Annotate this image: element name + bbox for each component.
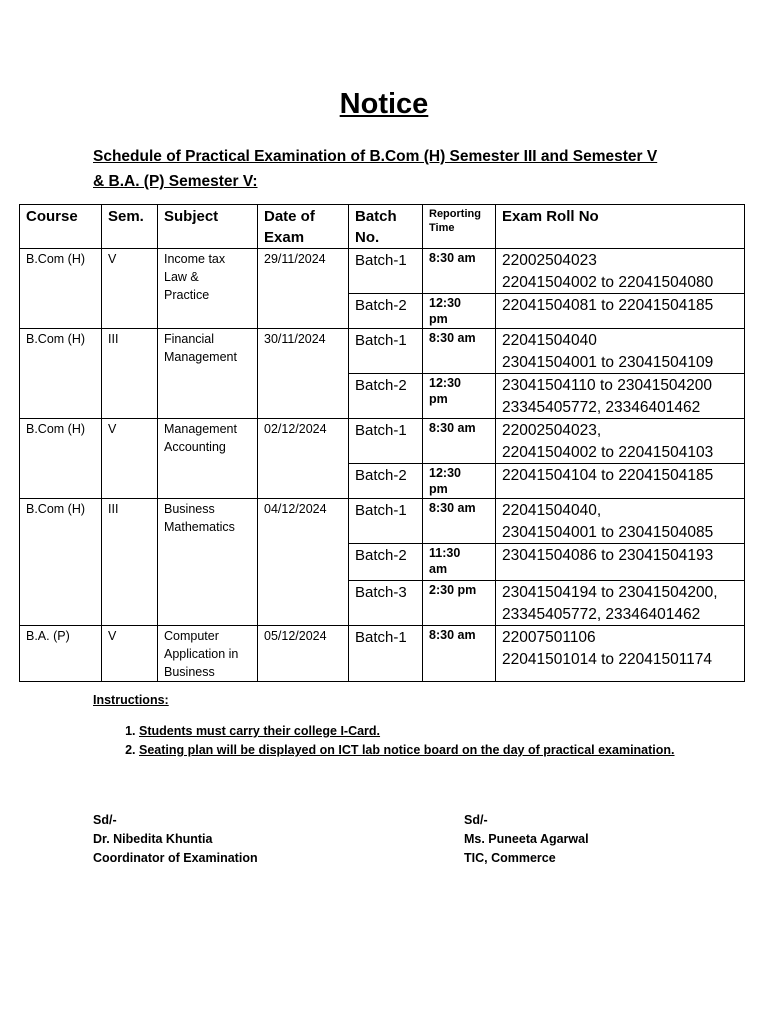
reporting-time-cell-line: 12:30	[429, 296, 461, 310]
schedule-subtitle	[93, 144, 683, 194]
table-row	[20, 329, 745, 374]
subject-cell	[158, 419, 258, 499]
exam-schedule-table	[19, 204, 745, 682]
reporting-time-cell-line: pm	[429, 312, 448, 326]
roll-no-cell	[496, 464, 745, 499]
course-cell: B.Com (H)	[20, 249, 102, 329]
roll-no-cell-line: 23041504194 to 23041504200,	[502, 584, 718, 601]
reporting-time-cell	[423, 329, 496, 374]
header-batch: Batch No.	[349, 205, 423, 249]
instructions-list	[93, 722, 768, 760]
roll-no-cell-line: 22041504002 to 22041504080	[502, 273, 714, 291]
roll-no-cell-line: 23041504001 to 23041504109	[502, 353, 714, 371]
roll-no-cell-line: 22041501014 to 22041501174	[502, 650, 713, 668]
subtitle-line: Schedule of Practical Examination of B.Com (H) Semester III and Semester V	[93, 148, 658, 165]
subject-cell-line: Mathematics	[164, 520, 235, 534]
header-date: Date of Exam	[258, 205, 349, 249]
roll-no-cell	[496, 544, 745, 581]
reporting-time-cell	[423, 499, 496, 544]
header-reporting-time: Reporting Time	[423, 205, 496, 249]
subject-cell	[158, 249, 258, 329]
batch-cell: Batch-2	[349, 464, 423, 499]
subject-cell-line: Application in	[164, 647, 239, 661]
signatory-name: Ms. Puneeta Agarwal	[464, 832, 589, 846]
batch-cell: Batch-2	[349, 544, 423, 581]
roll-no-cell-line: 22002504023,	[502, 422, 602, 439]
reporting-time-cell-line: pm	[429, 482, 448, 496]
date-cell: 30/11/2024	[258, 329, 349, 419]
roll-no-cell	[496, 626, 745, 682]
sem-cell: V	[102, 249, 158, 329]
batch-cell: Batch-1	[349, 419, 423, 464]
roll-no-cell-line: 22002504023	[502, 252, 597, 269]
reporting-time-cell-line: 8:30 am	[429, 628, 476, 642]
roll-no-cell-line: 22041504040	[502, 332, 597, 349]
subject-cell-line: Practice	[164, 288, 210, 302]
table-row	[20, 249, 745, 294]
roll-no-cell-line: 23041504001 to 23041504085	[502, 523, 714, 541]
reporting-time-cell	[423, 544, 496, 581]
subject-cell	[158, 626, 258, 682]
signature-sd: Sd/-	[93, 813, 117, 827]
batch-cell: Batch-2	[349, 374, 423, 419]
table-row	[20, 419, 745, 464]
notice-title: Notice	[339, 88, 429, 120]
signatory-name: Dr. Nibedita Khuntia	[93, 832, 213, 846]
header-exam-roll-no: Exam Roll No	[496, 205, 745, 249]
subtitle-line: & B.A. (P) Semester V:	[93, 173, 258, 190]
roll-no-cell	[496, 581, 745, 626]
table-row	[20, 499, 745, 544]
table-body	[20, 249, 745, 682]
signatory-role: Coordinator of Examination	[93, 851, 258, 865]
roll-no-cell	[496, 249, 745, 294]
subject-cell-line: Law &	[164, 270, 199, 284]
signature-coordinator	[93, 811, 258, 868]
reporting-time-cell	[423, 249, 496, 294]
sem-cell: V	[102, 626, 158, 682]
signature-tic	[464, 811, 589, 868]
subject-cell	[158, 499, 258, 626]
sem-cell: III	[102, 329, 158, 419]
reporting-time-cell-line: 2:30 pm	[429, 583, 477, 597]
roll-no-cell-line: 23345405772, 23346401462	[502, 605, 701, 623]
reporting-time-cell-line: am	[429, 562, 448, 576]
roll-no-cell-line: 23041504110 to 23041504200	[502, 377, 713, 394]
subject-cell	[158, 329, 258, 419]
batch-cell: Batch-2	[349, 294, 423, 329]
instructions-heading: Instructions:	[93, 693, 169, 707]
signatory-role: TIC, Commerce	[464, 851, 556, 865]
reporting-time-cell-line: 12:30	[429, 376, 461, 390]
batch-cell: Batch-1	[349, 626, 423, 682]
date-cell: 05/12/2024	[258, 626, 349, 682]
subject-cell-line: Computer	[164, 629, 219, 643]
subject-cell-line: Business	[164, 502, 215, 516]
date-cell: 02/12/2024	[258, 419, 349, 499]
subject-cell-line: Management	[164, 350, 237, 364]
sem-cell: III	[102, 499, 158, 626]
instruction-item: 2. Seating plan will be displayed on ICT lab notice board on the day of practical examination.	[139, 741, 768, 760]
reporting-time-cell-line: 8:30 am	[429, 421, 476, 435]
roll-no-cell-line: 23345405772, 23346401462	[502, 398, 701, 416]
reporting-time-cell	[423, 626, 496, 682]
header-subject: Subject	[158, 205, 258, 249]
reporting-time-cell-line: 11:30	[429, 546, 461, 560]
reporting-time-cell-line: 8:30 am	[429, 331, 476, 345]
roll-no-cell-line: 23041504086 to 23041504193	[502, 547, 714, 564]
course-cell: B.Com (H)	[20, 329, 102, 419]
reporting-time-cell-line: 8:30 am	[429, 251, 476, 265]
course-cell: B.A. (P)	[20, 626, 102, 682]
subject-cell-line: Business	[164, 665, 215, 679]
reporting-time-cell-line: 8:30 am	[429, 501, 476, 515]
roll-no-cell	[496, 294, 745, 329]
reporting-time-cell	[423, 374, 496, 419]
batch-cell: Batch-1	[349, 329, 423, 374]
reporting-time-cell	[423, 581, 496, 626]
roll-no-cell	[496, 374, 745, 419]
subject-cell-line: Accounting	[164, 440, 226, 454]
roll-no-cell-line: 22041504002 to 22041504103	[502, 443, 714, 461]
sem-cell: V	[102, 419, 158, 499]
table-row	[20, 626, 745, 682]
signature-sd: Sd/-	[464, 813, 488, 827]
subject-cell-line: Management	[164, 422, 237, 436]
header-course: Course	[20, 205, 102, 249]
header-sem: Sem.	[102, 205, 158, 249]
reporting-time-cell	[423, 294, 496, 329]
date-cell: 04/12/2024	[258, 499, 349, 626]
subject-cell-line: Financial	[164, 332, 215, 346]
batch-cell: Batch-1	[349, 499, 423, 544]
roll-no-cell-line: 22041504081 to 22041504185	[502, 297, 714, 314]
course-cell: B.Com (H)	[20, 499, 102, 626]
reporting-time-cell-line: 12:30	[429, 466, 461, 480]
roll-no-cell-line: 22041504040,	[502, 502, 602, 519]
roll-no-cell-line: 22041504104 to 22041504185	[502, 467, 714, 484]
batch-cell: Batch-1	[349, 249, 423, 294]
instruction-item: 1. Students must carry their college I-Card.	[139, 722, 768, 741]
reporting-time-cell	[423, 419, 496, 464]
course-cell: B.Com (H)	[20, 419, 102, 499]
roll-no-cell	[496, 329, 745, 374]
date-cell: 29/11/2024	[258, 249, 349, 329]
batch-cell: Batch-3	[349, 581, 423, 626]
roll-no-cell	[496, 499, 745, 544]
subject-cell-line: Income tax	[164, 252, 226, 266]
roll-no-cell-line: 22007501106	[502, 629, 596, 646]
reporting-time-cell-line: pm	[429, 392, 448, 406]
reporting-time-cell	[423, 464, 496, 499]
roll-no-cell	[496, 419, 745, 464]
table-header-row	[20, 205, 745, 249]
